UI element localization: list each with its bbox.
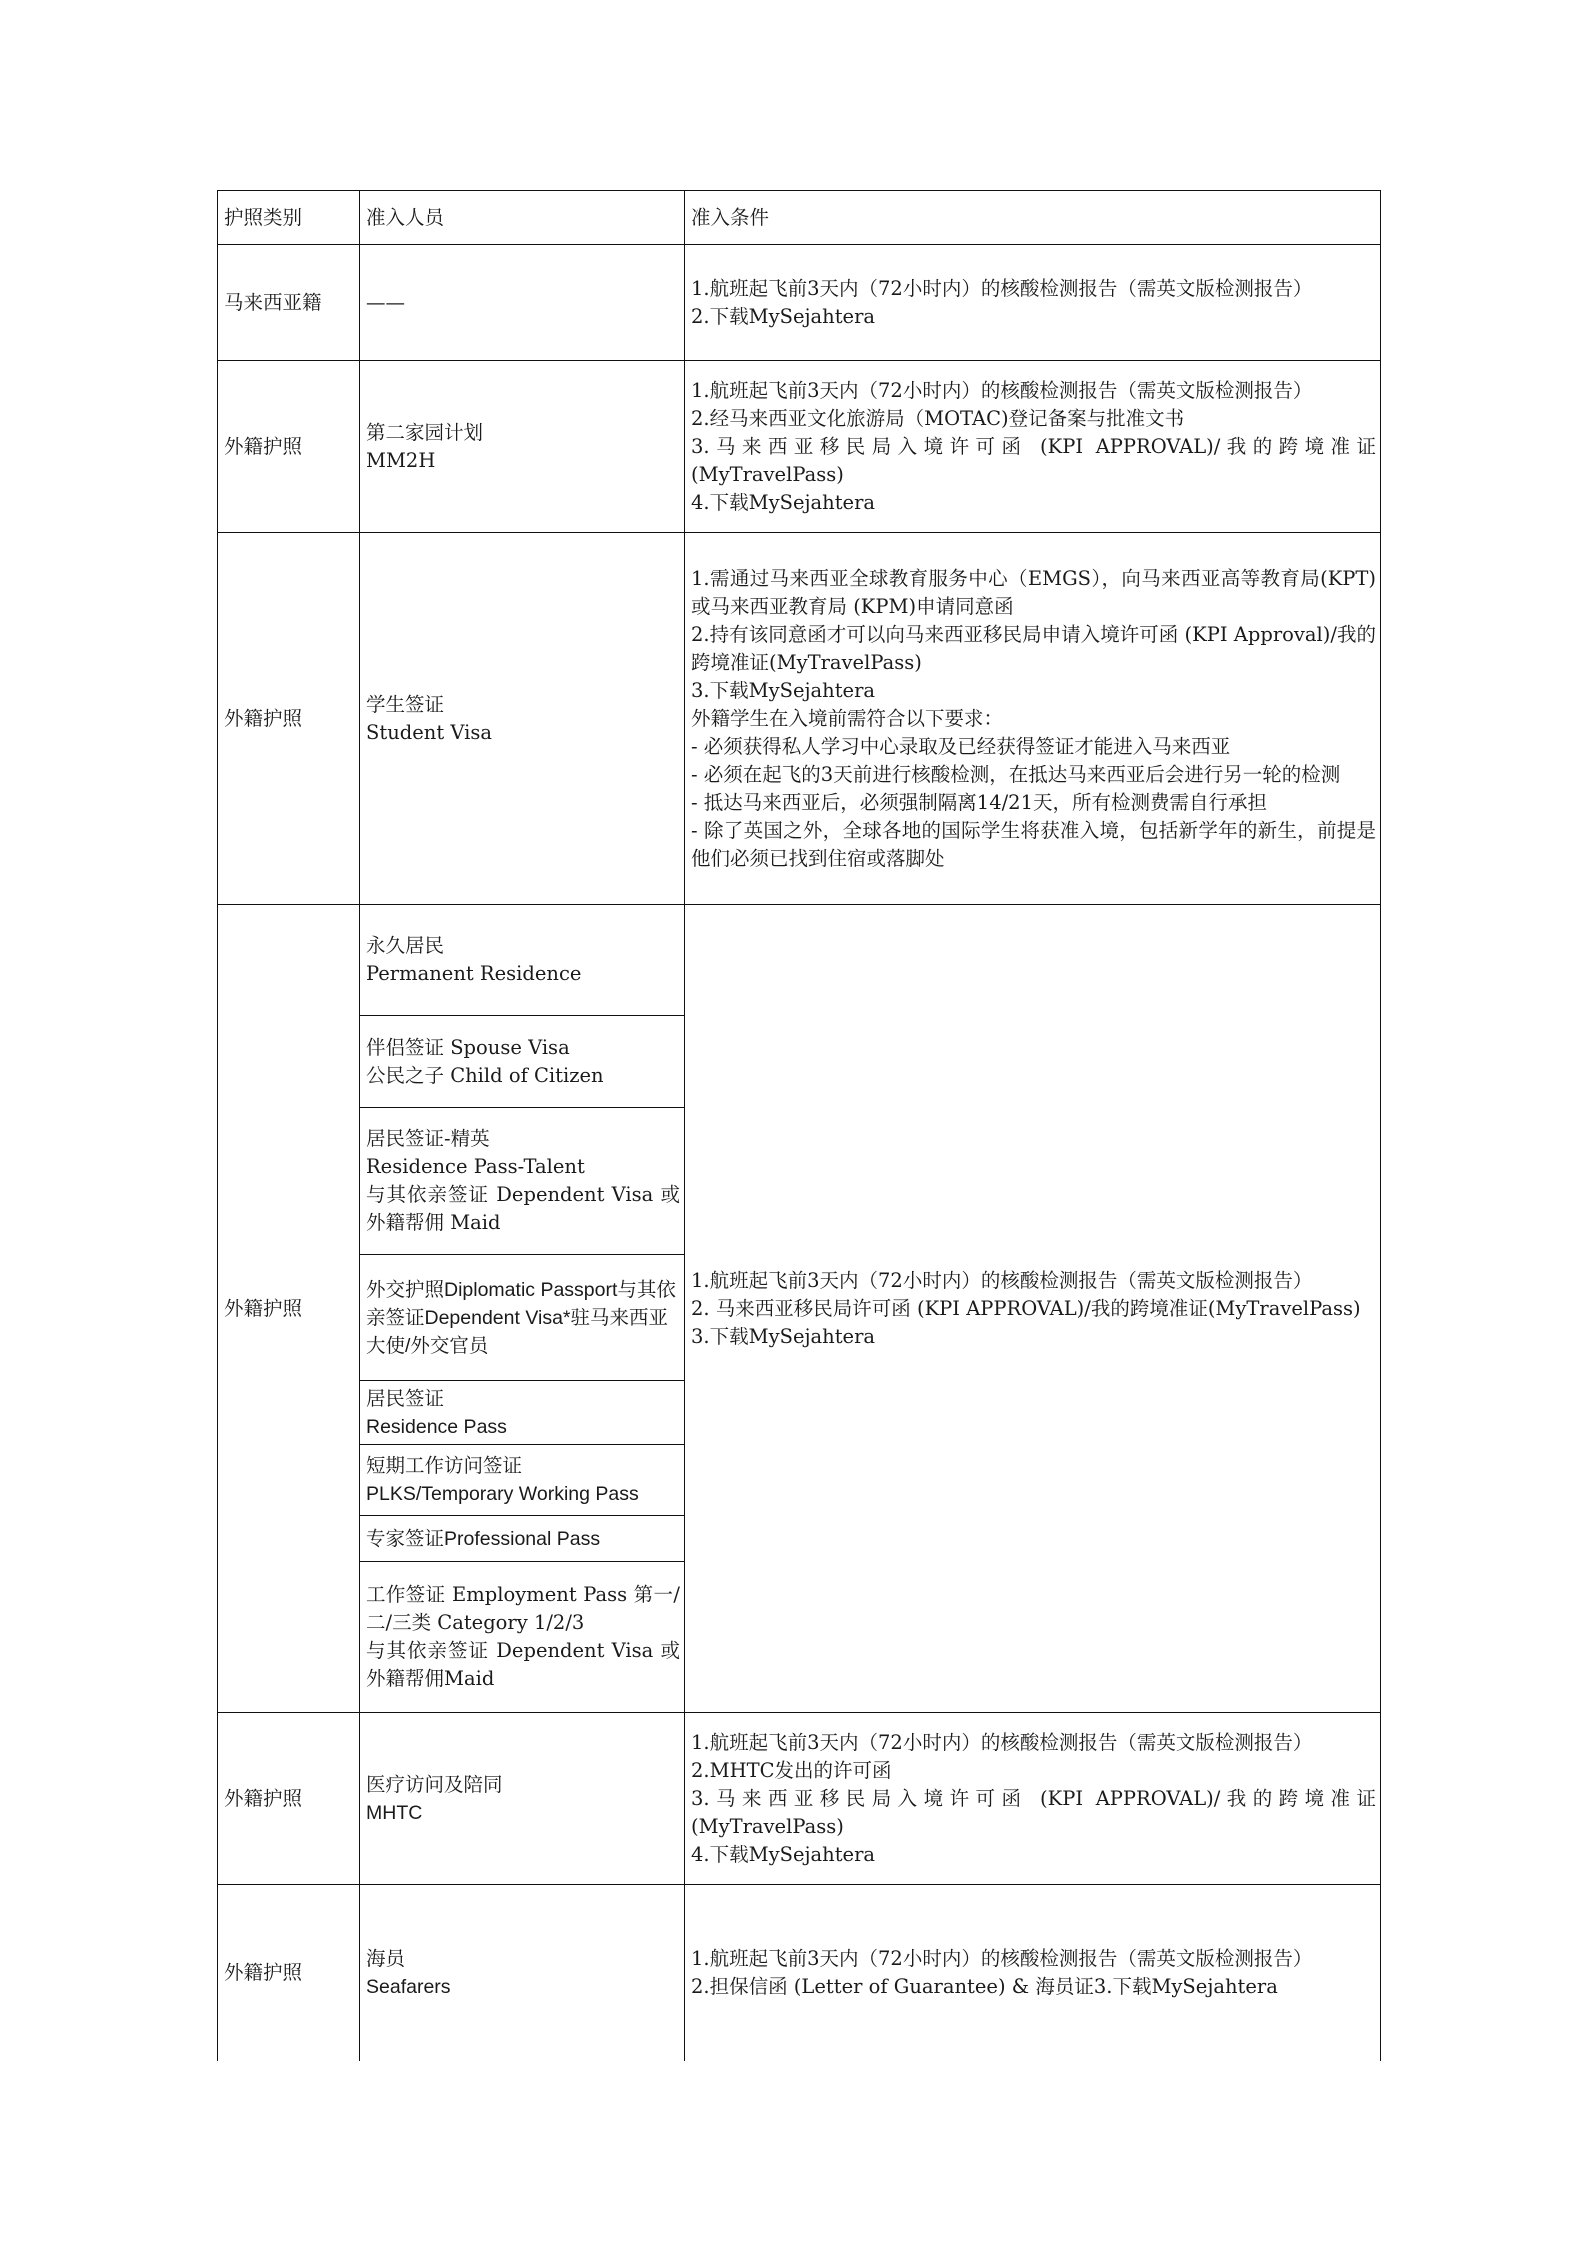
- header-persons: 准入人员: [360, 191, 685, 245]
- row-conditions: [685, 1713, 1381, 1885]
- row-persons: [360, 1713, 685, 1885]
- person-line: Residence Pass-Talent: [366, 1155, 585, 1178]
- condition-line: 外籍学生在入境前需符合以下要求：: [691, 706, 1004, 730]
- person-line: 海员: [366, 1946, 406, 1970]
- row-category: 马来西亚籍: [218, 245, 360, 361]
- header-conditions: 准入条件: [685, 191, 1381, 245]
- table-row: [218, 245, 1381, 361]
- person-line: 与其依亲签证 Dependent Visa 或外籍帮佣 Maid: [366, 1183, 680, 1234]
- condition-line: 1.航班起飞前3天内（72小时内）的核酸检测报告（需英文版检测报告）: [691, 1268, 1313, 1292]
- person-line: 专家签证Professional Pass: [366, 1527, 601, 1550]
- row-category: 外籍护照: [218, 361, 360, 533]
- person-group: [360, 1108, 684, 1255]
- row-persons: [360, 245, 685, 361]
- header-row: [218, 191, 1381, 245]
- table-row: [218, 533, 1381, 905]
- table-row: [218, 905, 1381, 1713]
- person-line: 医疗访问及陪同: [366, 1772, 503, 1796]
- condition-line: 4.下载MySejahtera: [691, 1842, 876, 1866]
- row-conditions: [685, 1885, 1381, 2061]
- condition-line: 1.航班起飞前3天内（72小时内）的核酸检测报告（需英文版检测报告）: [691, 276, 1313, 300]
- person-line: 永久居民: [366, 934, 445, 958]
- person-group: [360, 1381, 684, 1445]
- row-conditions: [685, 245, 1381, 361]
- condition-line: 3.下载MySejahtera: [691, 678, 876, 702]
- condition-line: - 抵达马来西亚后，必须强制隔离14/21天，所有检测费需自行承担: [691, 790, 1267, 814]
- person-line: Student Visa: [366, 720, 492, 744]
- person-line: 学生签证: [366, 692, 445, 716]
- condition-line: - 必须在起飞的3天前进行核酸检测，在抵达马来西亚后会进行另一轮的检测: [691, 762, 1341, 786]
- row-conditions: [685, 361, 1381, 533]
- condition-line: 1.需通过马来西亚全球教育服务中心（EMGS），向马来西亚高等教育局(KPT)或马来西亚教育局 (KPM)申请同意函: [691, 566, 1376, 618]
- table-row: [218, 1713, 1381, 1885]
- person-line: 第二家园计划: [366, 420, 484, 444]
- row-persons: [360, 905, 685, 1713]
- condition-line: 1.航班起飞前3天内（72小时内）的核酸检测报告（需英文版检测报告）: [691, 378, 1313, 402]
- condition-line: 2.持有该同意函才可以向马来西亚移民局申请入境许可函 (KPI Approval)/我的跨境准证(MyTravelPass): [691, 622, 1376, 674]
- condition-line: 3.马来西亚移民局入境许可函 (KPI APPROVAL)/我的跨境准证(MyTravelPass): [691, 1786, 1376, 1838]
- header-category: 护照类别: [218, 191, 360, 245]
- row-persons: [360, 361, 685, 533]
- condition-line: 2.下载MySejahtera: [691, 304, 876, 328]
- person-line: MHTC: [366, 1801, 423, 1824]
- person-line: 伴侣签证 Spouse Visa: [366, 1035, 570, 1059]
- person-group: [360, 1516, 684, 1562]
- person-groups: [360, 906, 684, 1712]
- table-row: [218, 361, 1381, 533]
- condition-line: 3.马来西亚移民局入境许可函 (KPI APPROVAL)/我的跨境准证(MyTravelPass): [691, 434, 1376, 486]
- table-row: [218, 1885, 1381, 2061]
- person-group: [360, 1016, 684, 1108]
- row-category: 外籍护照: [218, 905, 360, 1713]
- row-category: 外籍护照: [218, 1713, 360, 1885]
- person-line: 工作签证 Employment Pass 第一/二/三类 Category 1/2/3: [366, 1582, 680, 1634]
- person-line: PLKS/Temporary Working Pass: [366, 1483, 639, 1505]
- entry-requirements-table: [217, 190, 1381, 2061]
- person-group: [360, 1445, 684, 1516]
- person-line: 居民签证: [366, 1387, 445, 1410]
- person-line: 外交护照Diplomatic Passport与其依亲签证Dependent Visa*驻马来西亚大使/外交官员: [366, 1278, 676, 1357]
- condition-line: 2.经马来西亚文化旅游局（MOTAC)登记备案与批准文书: [691, 406, 1185, 430]
- row-conditions: [685, 533, 1381, 905]
- person-group: [360, 1255, 684, 1381]
- person-line: 与其依亲签证 Dependent Visa 或外籍帮佣Maid: [366, 1638, 680, 1690]
- row-category: 外籍护照: [218, 533, 360, 905]
- condition-line: 2.MHTC发出的许可函: [691, 1758, 892, 1782]
- condition-line: 3.下载MySejahtera: [691, 1324, 876, 1348]
- condition-line: - 必须获得私人学习中心录取及已经获得签证才能进入马来西亚: [691, 734, 1231, 758]
- condition-line: 1.航班起飞前3天内（72小时内）的核酸检测报告（需英文版检测报告）: [691, 1946, 1313, 1970]
- row-category: 外籍护照: [218, 1885, 360, 2061]
- person-line: Residence Pass: [366, 1415, 507, 1438]
- condition-line: - 除了英国之外，全球各地的国际学生将获准入境，包括新学年的新生，前提是他们必须已找到住宿或落脚处: [691, 818, 1376, 870]
- row-persons: [360, 1885, 685, 2061]
- condition-line: 4.下载MySejahtera: [691, 490, 876, 514]
- person-line: ——: [366, 290, 405, 314]
- person-line: MM2H: [366, 448, 436, 472]
- person-line: 居民签证-精英: [366, 1127, 490, 1150]
- row-persons: [360, 533, 685, 905]
- condition-line: 2. 马来西亚移民局许可函 (KPI APPROVAL)/我的跨境准证(MyTravelPass): [691, 1296, 1361, 1320]
- person-group: [360, 906, 684, 1016]
- person-group: [360, 1562, 684, 1712]
- person-line: 短期工作访问签证: [366, 1455, 523, 1477]
- condition-line: 2.担保信函 (Letter of Guarantee) & 海员证3.下载MySejahtera: [691, 1974, 1278, 1998]
- row-conditions: [685, 905, 1381, 1713]
- person-line: Permanent Residence: [366, 962, 582, 986]
- condition-line: 1.航班起飞前3天内（72小时内）的核酸检测报告（需英文版检测报告）: [691, 1730, 1313, 1754]
- person-line: Seafarers: [366, 1975, 451, 1998]
- person-line: 公民之子 Child of Citizen: [366, 1063, 604, 1087]
